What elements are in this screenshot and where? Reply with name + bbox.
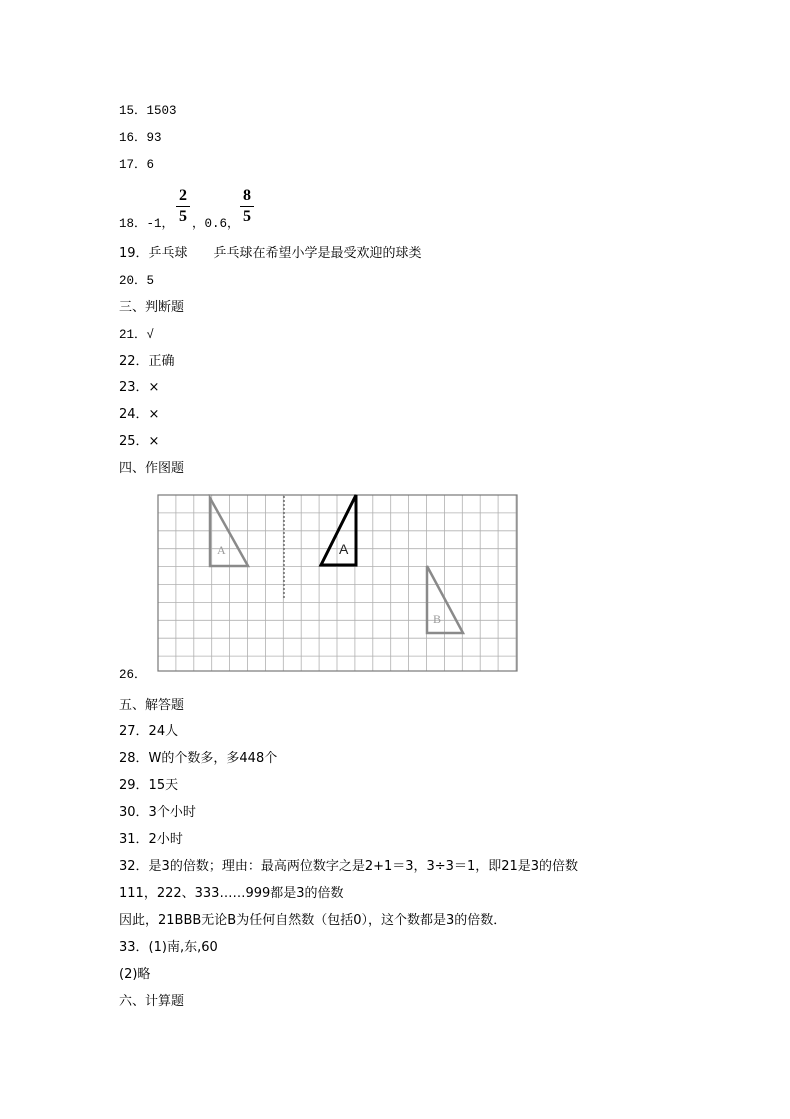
grid-drawing-figure bbox=[157, 494, 519, 674]
triangle-a-label: A bbox=[217, 543, 226, 557]
fraction-2-5 bbox=[176, 187, 190, 226]
answer-19: 19．乒乓球 乒乓球在希望小学是最受欢迎的球类 bbox=[119, 246, 422, 261]
answer-18-prefix: 18．-1， bbox=[119, 217, 175, 231]
answer-29: 29．15天 bbox=[119, 778, 179, 793]
answer-15: 15．1503 bbox=[119, 104, 177, 118]
fraction-denominator: 5 bbox=[179, 208, 187, 225]
fraction-bar bbox=[176, 206, 190, 207]
answer-25: 25．× bbox=[119, 434, 160, 449]
answer-32-line-1: 32．是3的倍数；理由：最高两位数字之是2+1＝3，3÷3＝1，即21是3的倍数 bbox=[119, 859, 579, 874]
answer-33-line-2: (2)略 bbox=[119, 967, 151, 982]
answer-24: 24．× bbox=[119, 407, 160, 422]
answer-33-line-1: 33．(1)南,东,60 bbox=[119, 940, 218, 955]
fraction-numerator: 8 bbox=[243, 187, 251, 204]
answer-31: 31．2小时 bbox=[119, 832, 183, 847]
answer-30: 30．3个小时 bbox=[119, 805, 196, 820]
answer-16: 16．93 bbox=[119, 131, 162, 145]
section-4-heading: 四、作图题 bbox=[119, 461, 185, 476]
fraction-denominator: 5 bbox=[243, 208, 251, 225]
answer-18-middle: ，0.6， bbox=[192, 217, 240, 231]
answer-32-line-3: 因此，21BBB无论B为任何自然数（包括0），这个数都是3的倍数． bbox=[119, 913, 507, 928]
answer-17: 17．6 bbox=[119, 158, 155, 172]
fraction-numerator: 2 bbox=[179, 187, 187, 204]
triangle-a-original bbox=[210, 498, 248, 566]
section-6-heading: 六、计算题 bbox=[119, 994, 185, 1009]
answer-22: 22．正确 bbox=[119, 354, 175, 369]
answer-26: 26． bbox=[119, 668, 147, 682]
answer-20: 20．5 bbox=[119, 274, 155, 288]
section-3-heading: 三、判断题 bbox=[119, 300, 185, 315]
grid-lines bbox=[158, 495, 517, 671]
answer-21: 21．√ bbox=[119, 328, 155, 342]
answer-28: 28．W的个数多，多448个 bbox=[119, 751, 278, 766]
fraction-bar bbox=[240, 206, 254, 207]
answer-32-line-2: 111，222、333……999都是3的倍数 bbox=[119, 886, 344, 901]
answer-27: 27．24人 bbox=[119, 724, 179, 739]
fraction-8-5 bbox=[240, 187, 254, 226]
section-5-heading: 五、解答题 bbox=[119, 698, 185, 713]
answer-23: 23．× bbox=[119, 380, 160, 395]
triangle-b-label: B bbox=[433, 612, 442, 626]
triangle-a-reflected-label: A bbox=[339, 541, 349, 557]
